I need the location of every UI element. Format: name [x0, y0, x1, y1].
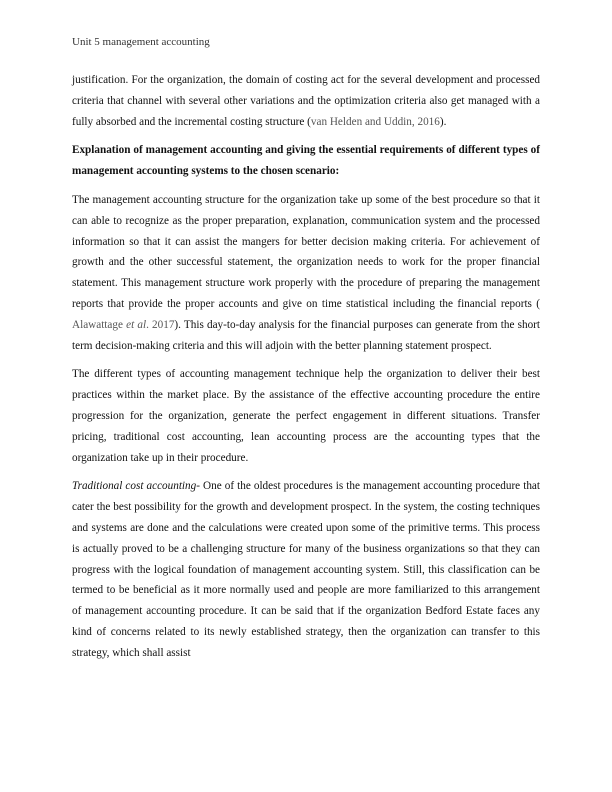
paragraph-justification	[72, 70, 540, 132]
paragraph-text-end: ). This day-to-day analysis for the financial purposes can generate from the short term decision-making criteria and this will adjoin with the better planning statement prospect.	[72, 318, 541, 352]
paragraph-traditional-cost	[72, 476, 540, 663]
paragraph-text: One of the oldest procedures is the management accounting procedure that cater the best possibility for the growth and development prospect. In the system, the costing techniques and systems are done and the calculations were created upon some of the primitive terms. This process is actually proved to be a challenging structure for many of the business organizations so that they can progress with the logical foundation of management accounting system. Still, this classification can be termed to be beneficial as it more normally used and people are more familiarized to this arrangement of management accounting procedure. It can be said that if the organization Bedford Estate faces any kind of concerns related to its newly established strategy, then the organization can transfer to this strategy, which shall assist	[72, 480, 540, 659]
citation-name: Alawattage	[72, 318, 127, 331]
citation-year: . 2017	[146, 318, 175, 331]
section-heading: Explanation of management accounting and giving the essential requirements of different types of management accounting systems to the chosen scenario:	[72, 144, 540, 178]
running-header: Unit 5 management accounting	[72, 36, 210, 48]
paragraph-accounting-types: The different types of accounting management technique help the organization to deliver their best practices within the market place. By the assistance of the effective accounting procedure the entire progression for the organization, generate the perfect engagement in different situations. Transfer pricing, traditional cost accounting, lean accounting process are the accounting types that the organization take up in their procedure.	[72, 368, 540, 464]
term-traditional-cost: Traditional cost accounting-	[72, 480, 200, 493]
paragraph-management-structure	[72, 190, 540, 356]
citation-etal: et al	[126, 318, 147, 331]
document-body	[72, 70, 540, 672]
paragraph-text-end: ).	[439, 115, 447, 128]
paragraph-text: The management accounting structure for the organization take up some of the best procedure so that it can able to recognize as the proper preparation, explanation, communication system and the processed information so that it can assist the mangers for better decision making criteria. For achievement of growth and the other successful statement, the organization needs to work for the proper financial statement. This management structure work properly with the procedure of preparing the management reports that provide the proper accounts and give on time statistical including the financial reports (	[72, 193, 540, 310]
paragraph-text: justification. For the organization, the domain of costing act for the several development and processed criteria that channel with several other variations and the optimization criteria also get managed with a fully absorbed and the incremental costing structure (	[72, 74, 540, 128]
citation: van Helden and Uddin, 2016	[310, 115, 440, 128]
